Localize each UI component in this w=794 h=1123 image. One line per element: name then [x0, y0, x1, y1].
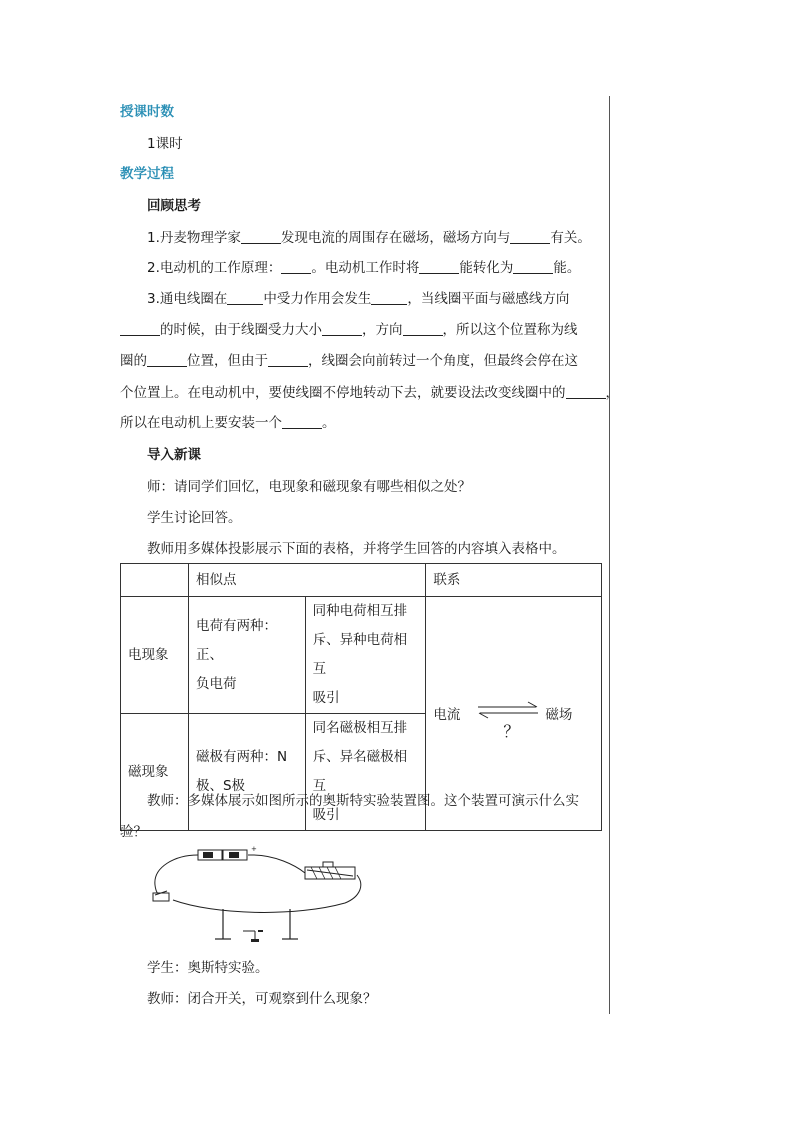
- electric-similarity: 电荷有两种：正、 负电荷: [188, 597, 305, 714]
- relation-diagram: [433, 621, 594, 807]
- teacher-question-2-line-1: 教师：多媒体展示如图所示的奥斯特实验装置图。这个装置可演示什么实: [147, 793, 579, 809]
- rheostat-icon: [305, 862, 355, 879]
- row-label-magnetic: 磁现象: [121, 714, 189, 831]
- answer-blank[interactable]: [281, 259, 311, 274]
- table-header-similar: 相似点: [188, 564, 425, 597]
- hours-heading: 授课时数: [120, 104, 174, 120]
- answer-blank[interactable]: [566, 384, 606, 399]
- table-header-empty: [121, 564, 189, 597]
- teacher-instruction: 教师用多媒体投影展示下面的表格，并将学生回答的内容填入表格中。: [147, 541, 566, 557]
- margin-rule: [609, 96, 610, 1014]
- answer-blank[interactable]: [241, 229, 281, 244]
- hours-value: 1课时: [147, 136, 183, 152]
- table-header-relation: 联系: [426, 564, 602, 597]
- answer-blank[interactable]: [147, 352, 187, 367]
- answer-blank[interactable]: [227, 290, 263, 305]
- review-question-2: 2.电动机的工作原理： 。电动机工作时将 能转化为 能。: [147, 260, 581, 276]
- review-question-3-line-5: 所以在电动机上要安装一个 。: [120, 415, 336, 431]
- answer-blank[interactable]: [419, 259, 459, 274]
- answer-blank[interactable]: [403, 321, 443, 336]
- relation-current: 电流: [433, 706, 461, 723]
- magnetic-needle-icon: [243, 931, 263, 942]
- answer-blank[interactable]: [282, 414, 322, 429]
- relation-question-mark: ？: [503, 721, 520, 741]
- row-label-electric: 电现象: [121, 597, 189, 714]
- review-question-3-line-4: 个位置上。在电动机中，要使线圈不停地转动下去，就要设法改变线圈中的 ，: [120, 385, 619, 401]
- relation-magnetic-field: 磁场: [545, 706, 573, 723]
- student-answer: 学生：奥斯特实验。: [147, 960, 269, 976]
- answer-blank[interactable]: [513, 259, 553, 274]
- review-question-1: 1.丹麦物理学家 发现电流的周围存在磁场，磁场方向与 有关。: [147, 230, 591, 246]
- answer-blank[interactable]: [322, 321, 362, 336]
- process-heading: 教学过程: [120, 166, 174, 182]
- review-question-3-line-3: 圈的 位置，但由于 ，线圈会向前转过一个角度，但最终会停在这: [120, 353, 578, 369]
- magnetic-similarity: 磁极有两种：N 极、S极: [188, 714, 305, 831]
- teacher-question-3: 教师：闭合开关，可观察到什么现象？: [147, 991, 377, 1007]
- oersted-apparatus-diagram: [145, 845, 370, 945]
- electric-rule: 同种电荷相互排 斥、异种电荷相互 吸引: [305, 597, 426, 714]
- review-heading: 回顾思考: [147, 198, 201, 214]
- review-question-3-line-2: 的时候，由于线圈受力大小 ，方向 ，所以这个位置称为线: [120, 320, 578, 340]
- answer-blank[interactable]: [371, 290, 407, 305]
- review-question-3-line-1: 3.通电线圈在 中受力作用会发生 ，当线圈平面与磁感线方向: [147, 291, 570, 307]
- answer-blank[interactable]: [268, 352, 308, 367]
- magnetic-rule: 同名磁极相互排 斥、异名磁极相互 吸引: [305, 714, 426, 831]
- teacher-question-2-line-2: 验？: [120, 824, 147, 840]
- students-discussion: 学生讨论回答。: [147, 510, 242, 526]
- new-lesson-heading: 导入新课: [147, 447, 201, 463]
- teacher-question-1: 师：请同学们回忆，电现象和磁现象有哪些相似之处？: [147, 479, 471, 495]
- answer-blank[interactable]: [120, 321, 160, 336]
- answer-blank[interactable]: [510, 229, 550, 244]
- battery-icon: [198, 845, 257, 860]
- svg-text:+: +: [251, 845, 257, 853]
- switch-icon: [153, 891, 169, 901]
